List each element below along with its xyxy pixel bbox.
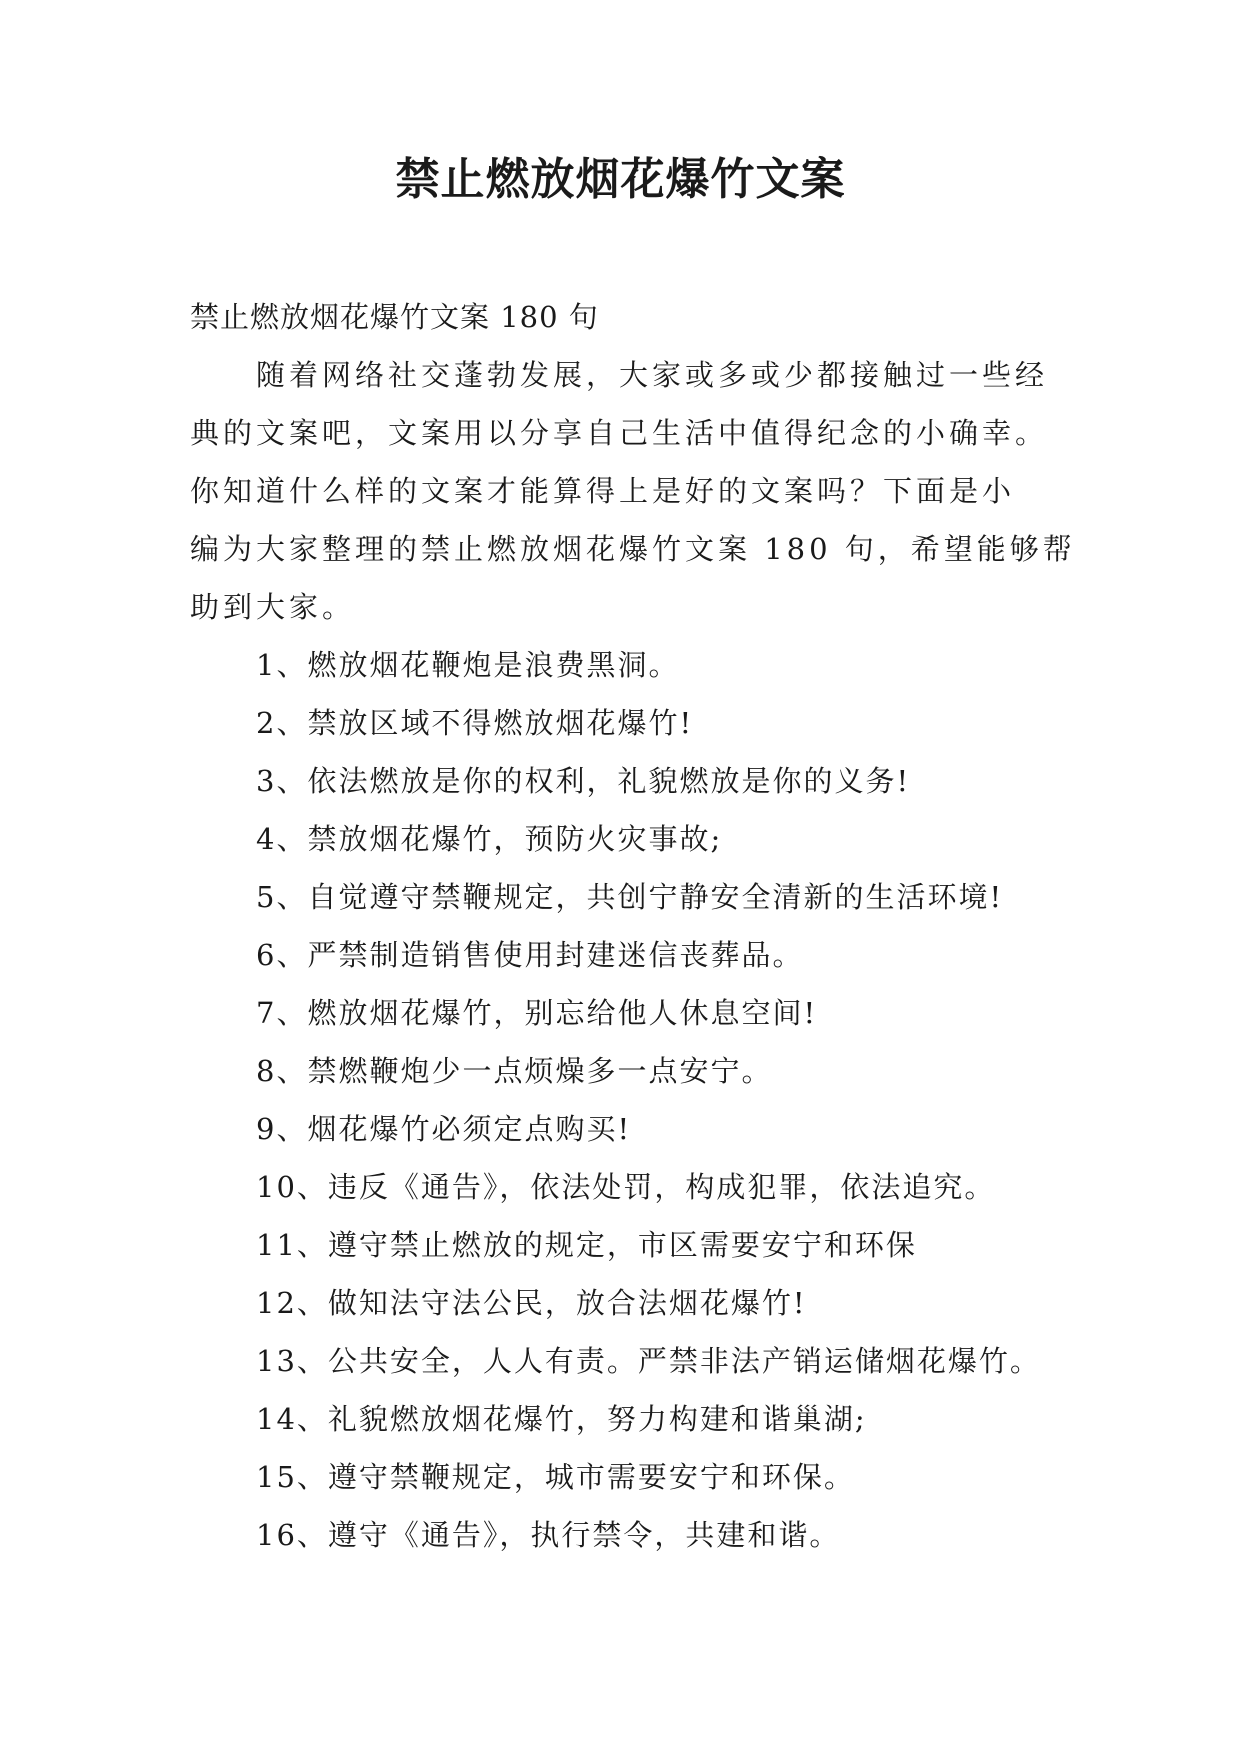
intro-line: 你知道什么样的文案才能算得上是好的文案吗？下面是小 bbox=[190, 474, 1016, 508]
intro-line: 编为大家整理的禁止燃放烟花爆竹文案 180 句，希望能够帮 bbox=[190, 532, 1076, 566]
slogan-item: 13、公共安全，人人有责。严禁非法产销运储烟花爆竹。 bbox=[256, 1344, 1041, 1378]
page-title: 禁止燃放烟花爆竹文案 bbox=[395, 154, 846, 205]
slogan-item: 8、禁燃鞭炮少一点烦燥多一点安宁。 bbox=[256, 1054, 773, 1088]
document-subtitle: 禁止燃放烟花爆竹文案 180 句 bbox=[190, 300, 599, 334]
slogan-item: 1、燃放烟花鞭炮是浪费黑洞。 bbox=[256, 648, 680, 682]
slogan-item: 14、礼貌燃放烟花爆竹，努力构建和谐巢湖; bbox=[256, 1402, 867, 1436]
slogan-list bbox=[190, 636, 1070, 1564]
slogan-item: 6、严禁制造销售使用封建迷信丧葬品。 bbox=[256, 938, 804, 972]
document-body bbox=[190, 288, 1076, 1564]
intro-line: 助到大家。 bbox=[190, 590, 356, 624]
slogan-item: 10、违反《通告》，依法处罚，构成犯罪，依法追究。 bbox=[256, 1170, 996, 1204]
intro-line: 随着网络社交蓬勃发展，大家或多或少都接触过一些经 bbox=[256, 358, 1049, 392]
slogan-item: 5、自觉遵守禁鞭规定，共创宁静安全清新的生活环境! bbox=[256, 880, 1004, 914]
slogan-item: 3、依法燃放是你的权利，礼貌燃放是你的义务! bbox=[256, 764, 911, 798]
slogan-item: 11、遵守禁止燃放的规定，市区需要安宁和环保 bbox=[256, 1228, 917, 1262]
slogan-item: 15、遵守禁鞭规定，城市需要安宁和环保。 bbox=[256, 1460, 855, 1494]
slogan-item: 7、燃放烟花爆竹，别忘给他人休息空间! bbox=[256, 996, 818, 1030]
intro-line: 典的文案吧，文案用以分享自己生活中值得纪念的小确幸。 bbox=[190, 416, 1049, 450]
slogan-item: 16、遵守《通告》，执行禁令，共建和谐。 bbox=[256, 1518, 841, 1552]
slogan-item: 12、做知法守法公民，放合法烟花爆竹! bbox=[256, 1286, 807, 1320]
slogan-item: 2、禁放区域不得燃放烟花爆竹! bbox=[256, 706, 694, 740]
intro-paragraph bbox=[190, 346, 1076, 636]
slogan-item: 4、禁放烟花爆竹，预防火灾事故; bbox=[256, 822, 723, 856]
slogan-item: 9、烟花爆竹必须定点购买! bbox=[256, 1112, 632, 1146]
